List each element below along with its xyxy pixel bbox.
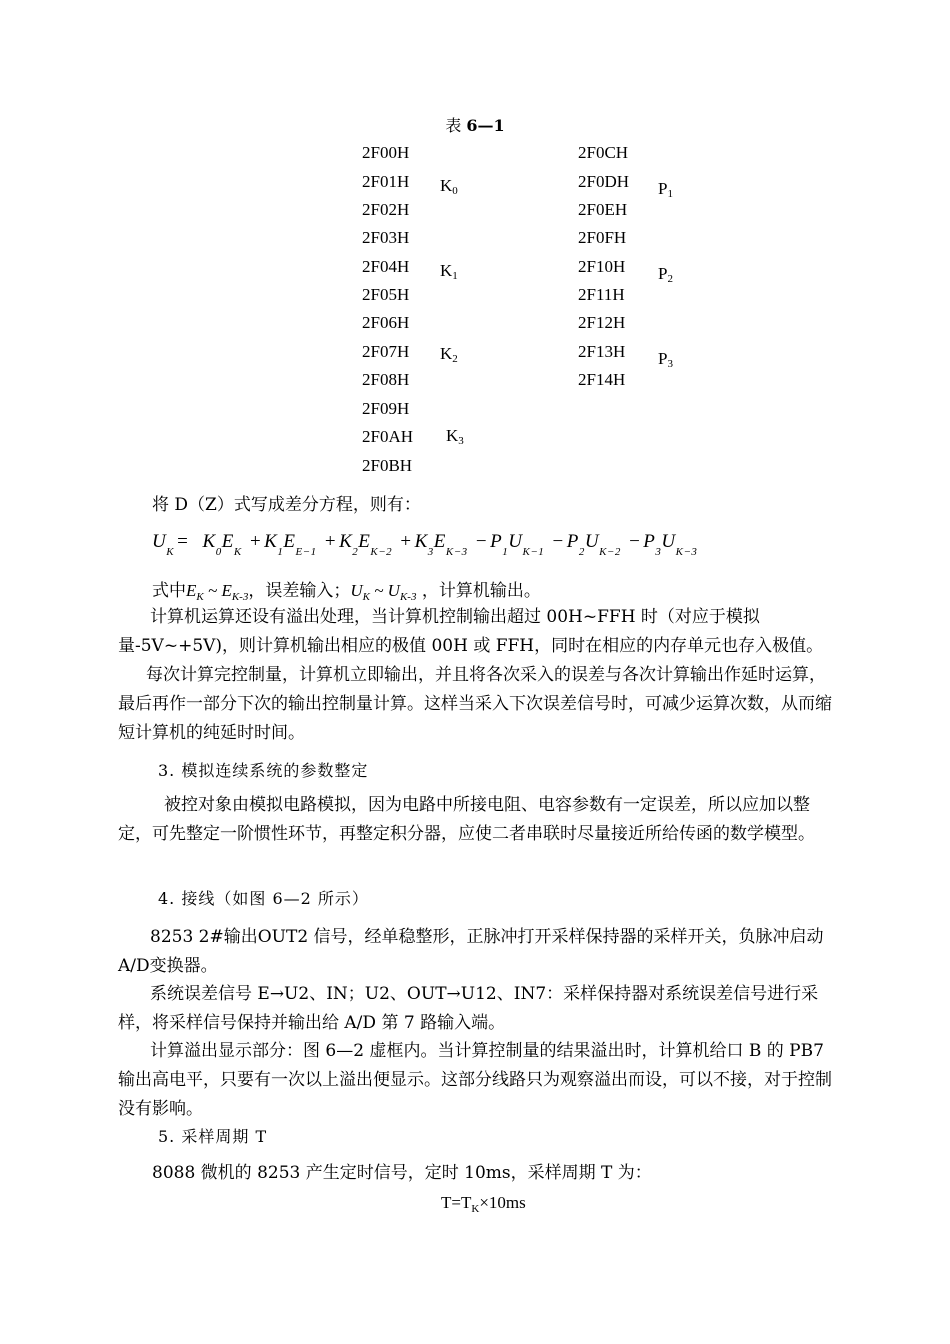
address-left: 2F0AH	[362, 427, 414, 446]
sampling-formula: $T=T_K\times 10ms$	[441, 1193, 526, 1215]
intro-text: 将 D（Z）式写成差分方程，则有：	[152, 495, 421, 515]
address-right: 2F14H	[578, 370, 626, 389]
address-right: 2F12H	[578, 313, 626, 332]
address-right: 2F10H	[578, 257, 626, 276]
paragraph-tuning: 被控对象由模拟电路模拟，因为电路中所接电阻、电容参数有一定误差，所以应加以整定，可先整定一阶惯性环节，再整定积分器，应使二者串联时尽量接近所给传函的数学模型。	[118, 795, 815, 844]
difference-equation: $U_K = K_0E_K + K_1E_{E-1} + K_2E_{K-2} + K_3E_{K-3} - P_1U_{K-1} - P_2U_{K-2} - P_3U_{K-3}$	[152, 531, 698, 558]
address-left: 2F0BH	[362, 456, 413, 475]
section-heading-4: 4. 接线（如图 6—2 所示）	[158, 889, 369, 908]
address-left: 2F00H	[362, 143, 410, 162]
k-label: $K_2$	[440, 344, 458, 365]
address-right: 2F0EH	[578, 200, 628, 219]
address-right: 2F11H	[578, 285, 625, 304]
address-left: 2F03H	[362, 228, 410, 247]
address-right: 2F0DH	[578, 172, 630, 191]
address-right: 2F13H	[578, 342, 626, 361]
address-left: 2F08H	[362, 370, 410, 389]
section-heading-5: 5. 采样周期 T	[158, 1127, 268, 1146]
k-label: $K_3$	[446, 426, 464, 447]
paragraph-sample: 8088 微机的 8253 产生定时信号，定时 10ms，采样周期 T 为：	[152, 1163, 652, 1183]
where-text: 式中$E_K$ ~ $E_{K-3}$，误差输入；$U_K$ ~ $U_{K-3}$ ，计算机输出。	[152, 581, 541, 603]
address-left: 2F04H	[362, 257, 410, 276]
address-left: 2F01H	[362, 172, 410, 191]
address-left: 2F09H	[362, 399, 410, 418]
section-heading-3: 3. 模拟连续系统的参数整定	[158, 761, 369, 780]
p-label: $P_1$	[658, 179, 673, 200]
address-left: 2F05H	[362, 285, 410, 304]
table-caption: 表 6—1	[445, 116, 505, 135]
paragraph-wiring-3: 计算溢出显示部分：图 6—2 虚框内。当计算控制量的结果溢出时，计算机给口 B 的 PB7 输出高电平，只要有一次以上溢出便显示。这部分线路只为观察溢出而设，可以不接，对于控制没有影响。	[118, 1041, 832, 1119]
address-left: 2F07H	[362, 342, 410, 361]
p-label: $P_2$	[658, 264, 673, 285]
k-label: $K_0$	[440, 176, 458, 197]
address-right: 2F0CH	[578, 143, 629, 162]
address-left: 2F02H	[362, 200, 410, 219]
address-left: 2F06H	[362, 313, 410, 332]
address-right: 2F0FH	[578, 228, 627, 247]
paragraph-wiring-1: 8253 2#输出OUT2 信号，经单稳整形，正脉冲打开采样保持器的采样开关，负脉冲启动A/D变换器。	[118, 927, 824, 976]
paragraph-overflow: 计算机运算还设有溢出处理，当计算机控制输出超过 00H~FFH 时（对应于模拟量-5V~+5V)，则计算机输出相应的极值 00H 或 FFH，同时在相应的内存单元也存入极值。	[118, 607, 824, 656]
paragraph-each-calc: 每次计算完控制量，计算机立即输出，并且将各次采入的误差与各次计算输出作延时运算，最后再作一部分下次的输出控制量计算。这样当采入下次误差信号时，可减少运算次数，从而缩短计算机的纯延时时间。	[118, 665, 832, 743]
k-label: $K_1$	[440, 261, 458, 282]
p-label: $P_3$	[658, 349, 673, 370]
paragraph-wiring-2: 系统误差信号 E→U2、IN；U2、OUT→U12、IN7：采样保持器对系统误差信号进行采样，将采样信号保持并输出给 A/D 第 7 路输入端。	[118, 984, 819, 1033]
